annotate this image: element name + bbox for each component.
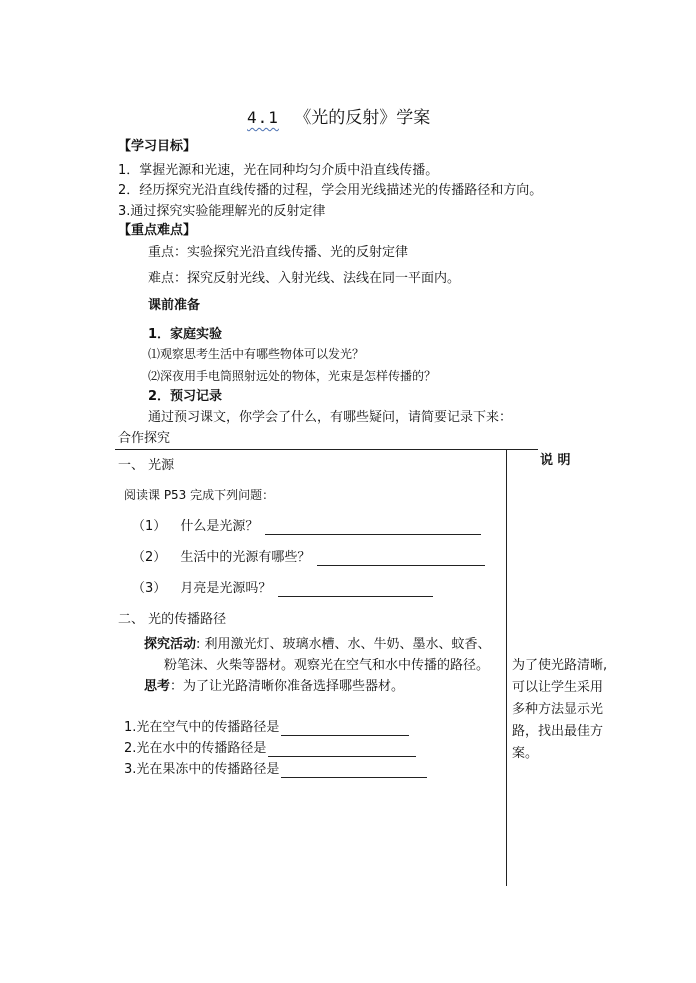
column-divider [506,449,507,886]
question-text: 月亮是光源吗？ [180,581,272,596]
path-item-text: 2.光在水中的传播路径是 [124,741,267,756]
activity-label: 探究活动 [144,637,197,652]
notes-heading: 说 明 [540,453,571,468]
path-item [124,720,409,736]
title-text: 《光的反射》学案 [294,108,431,128]
answer-blank[interactable] [281,722,409,736]
think-label: 思考 [144,679,171,694]
question-row [132,519,481,535]
path-item-text: 3.光在果冻中的传播路径是 [124,762,280,777]
home-exp-item: ⑵深夜用手电筒照射远处的物体，光束是怎样传播的？ [148,369,437,383]
question-number: （3） [132,581,167,596]
section1-instruction: 阅读课 P53 完成下列问题： [124,488,275,502]
answer-blank[interactable] [268,743,416,757]
path-item [124,741,416,757]
question-row [132,581,433,597]
answer-blank[interactable] [278,583,433,597]
title-number: 4.1 [247,108,279,127]
question-row [132,550,485,566]
page-title [247,108,430,128]
think-text: ：为了让光路清晰你准备选择哪些器材。 [170,679,405,694]
section2-heading: 二、 光的传播路径 [118,612,227,627]
answer-blank[interactable] [281,764,427,778]
home-exp-item: ⑴观察思考生活中有哪些物体可以发光？ [148,347,365,361]
table-top-rule [115,449,538,450]
note-text: 为了使光路清晰,可以让学生采用多种方法显示光路，找出最佳方案。 [512,658,608,761]
question-text: 生活中的光源有哪些？ [180,550,311,565]
section1-heading: 一、 光源 [118,458,175,473]
coop-heading: 合作探究 [118,431,171,446]
think-line [144,679,404,695]
path-item [124,762,427,778]
goal-item: 2．经历探究光沿直线传播的过程，学会用光线描述光的传播路径和方向。 [118,183,543,198]
question-number: （2） [132,550,167,565]
answer-blank[interactable] [317,552,485,566]
path-item-text: 1.光在空气中的传播路径是 [124,720,280,735]
goal-item: 1．掌握光源和光速，光在同种均匀介质中沿直线传播。 [118,163,439,178]
key-points-heading: 【重点难点】 [118,223,197,238]
preview-text: 通过预习课文，你学会了什么，有哪些疑问，请简要记录下来： [148,410,513,425]
answer-blank[interactable] [265,521,481,535]
goal-item: 3.通过探究实验能理解光的反射定律 [118,204,326,219]
question-text: 什么是光源？ [180,519,259,534]
home-exp-heading: 1．家庭实验 [148,327,223,342]
goals-heading: 【学习目标】 [118,139,197,154]
activity-text: : 利用激光灯、玻璃水槽、水、牛奶、墨水、蚊香、 [196,637,491,652]
preview-heading: 2．预习记录 [148,389,223,404]
activity-line1 [144,637,491,653]
focus-text: 重点：实验探究光沿直线传播、光的反射定律 [148,245,409,260]
prep-heading: 课前准备 [148,298,201,313]
difficulty-text: 难点：探究反射光线、入射光线、法线在同一平面内。 [148,271,461,286]
question-number: （1） [132,519,167,534]
activity-line2: 粉笔沫、火柴等器材。观察光在空气和水中传播的路径。 [164,658,490,673]
